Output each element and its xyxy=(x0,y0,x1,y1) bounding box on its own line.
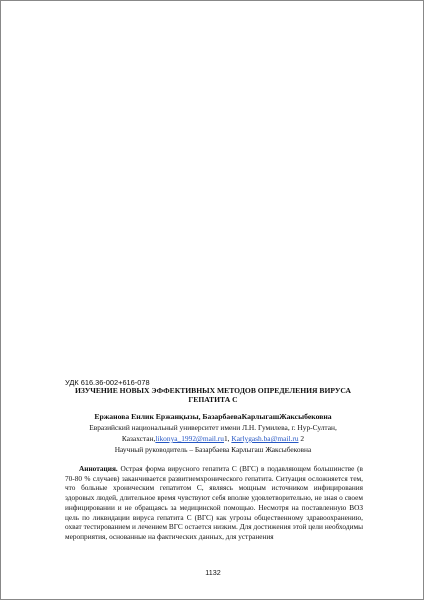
contact-line xyxy=(41,433,385,444)
affiliation-country: Казахстан, xyxy=(121,434,156,443)
page-number: 1132 xyxy=(205,568,221,577)
email-link-1[interactable]: likonya_1992@mail.ru xyxy=(155,434,224,443)
email-link-2[interactable]: Karlygash.ba@mail.ru xyxy=(231,434,299,443)
email-2-suffix: 2 xyxy=(300,434,305,443)
udk-code: УДК 616.36-002+616-078 xyxy=(65,378,150,387)
email-1-suffix: 1, xyxy=(223,434,230,443)
authors: Ержанова Енлик Ержанқызы, БазарбаеваКарлыгашЖаксыбековна xyxy=(94,412,332,421)
abstract-paragraph xyxy=(65,464,363,542)
title-line-1: ИЗУЧЕНИЕ НОВЫХ ЭФФЕКТИВНЫХ МЕТОДОВ ОПРЕДЕЛЕНИЯ ВИРУСА xyxy=(74,386,352,395)
title-line-2: ГЕПАТИТА С xyxy=(188,395,238,404)
affiliation xyxy=(41,422,385,455)
supervisor: Научный руководитель – Базарбаева Карлыгаш Жаксыбековна xyxy=(114,445,312,454)
article-title xyxy=(41,386,385,404)
abstract-text: Острая форма вирусного гепатита С (ВГС) в подавляющем большинстве (в 70-80 % случаев) заканчивается развитиемхронического гепатита. Ситуация осложняется тем, что больные хроническим гепатитом С, являясь мощным источником инфицирования здоровых людей, длительное время чувствуют себя вполне удовлетворительно, не зная о своем инфицировании и не обращаясь за медицинской помощью. Несмотря на поставленную ВОЗ цель по ликвидации вируса гепатита С (ВГС) как угрозы общественному здравоохранению, охват тестированием и лечением ВГС остается низким. Для достижения этой цели необходимы мероприятия, основанные на фактических данных, для устранения xyxy=(65,464,363,541)
affiliation-line: Евразийский национальный университет имени Л.Н. Гумилева, г. Нур-Султан, xyxy=(89,423,337,432)
abstract-lead: Аннотация. xyxy=(79,464,118,473)
abstract xyxy=(65,464,363,542)
